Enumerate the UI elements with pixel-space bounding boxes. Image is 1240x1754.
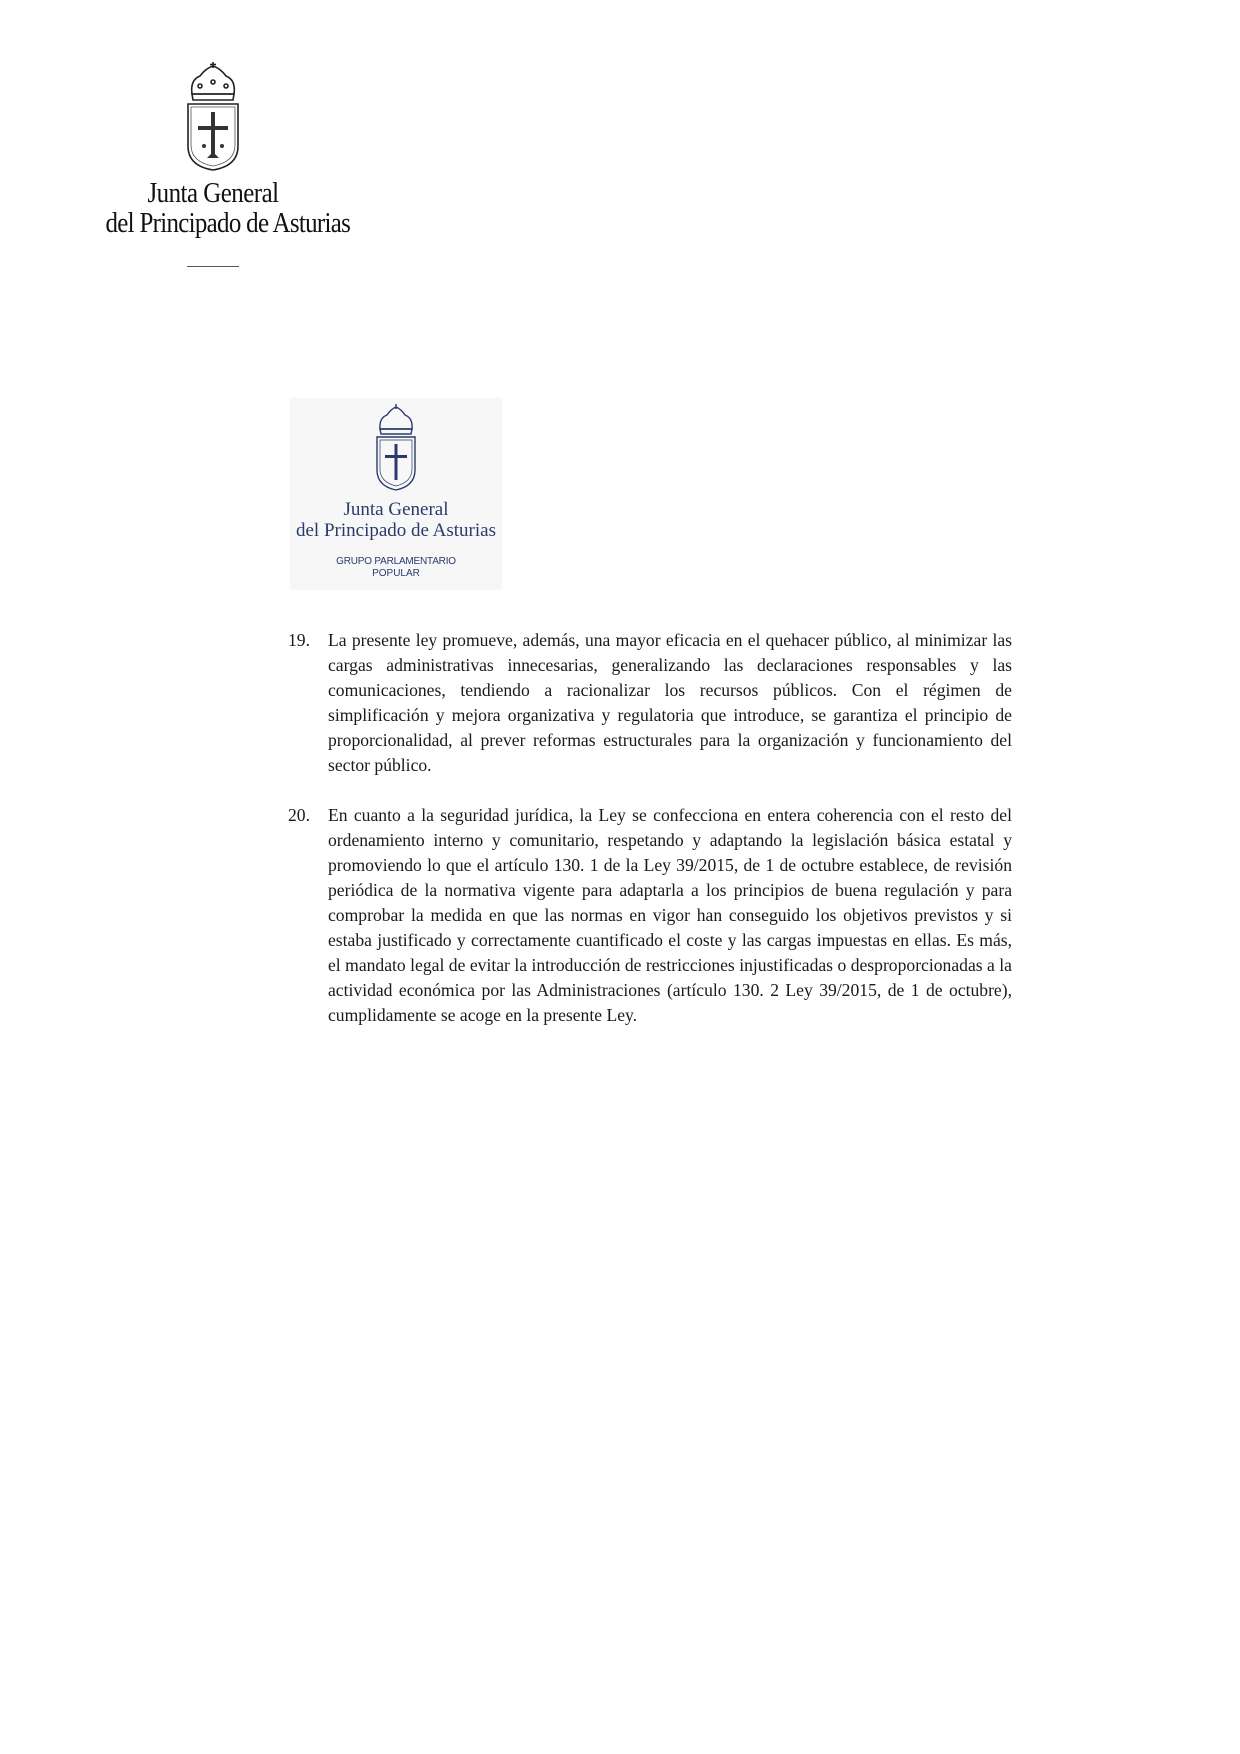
numbered-paragraph <box>288 628 1012 778</box>
group-logo-line3: GRUPO PARLAMENTARIO <box>336 556 456 567</box>
institution-name-line2: del Principado de Asturias <box>105 207 351 239</box>
paragraph-text: En cuanto a la seguridad jurídica, la Ley se confecciona en entera coherencia con el resto del ordenamiento interno y comunitario, respetando y adaptando la legislación básica estatal y promoviendo lo que el artículo 130. 1 de la Ley 39/2015, de 1 de octubre establece, de revisión periódica de la normativa vigente para adaptarla a los principios de buena regulación y para comprobar la medida en que las normas en vigor han conseguido los objetivos previstos y si estaba justificado y correctamente cuantificado el coste y las cargas impuestas en ellas. Es más, el mandato legal de evitar la introducción de restricciones injustificadas o desproporcionadas a la actividad económica por las Administraciones (artículo 130. 2 Ley 39/2015, de 1 de octubre), cumplidamente se acoge en la presente Ley. <box>328 805 1012 1025</box>
institution-header <box>88 62 351 267</box>
paragraph-text: La presente ley promueve, además, una mayor eficacia en el quehacer público, al minimizar las cargas administrativas innecesarias, generalizando las declaraciones responsables y las comunicaciones, tendiendo a racionalizar los recursos públicos. Con el régimen de simplificación y mejora organizativa y regulatoria que introduce, se garantiza el principio de proporcionalidad, al prever reformas estructurales para la organización y funcionamiento del sector público. <box>328 630 1012 775</box>
coat-of-arms-icon <box>178 62 248 172</box>
group-logo-line4: POPULAR <box>372 568 420 579</box>
group-logo-line1: Junta General <box>343 499 449 520</box>
group-logo-line2: del Principado de Asturias <box>296 520 496 541</box>
paragraph-number: 19. <box>288 630 310 650</box>
numbered-paragraph <box>288 803 1012 1028</box>
group-coat-of-arms-icon <box>371 404 421 494</box>
paragraph-number: 20. <box>288 805 310 825</box>
institution-name-line1: Junta General <box>147 177 279 209</box>
document-body <box>288 628 1012 1053</box>
header-divider <box>187 266 239 267</box>
group-logo <box>290 398 502 590</box>
